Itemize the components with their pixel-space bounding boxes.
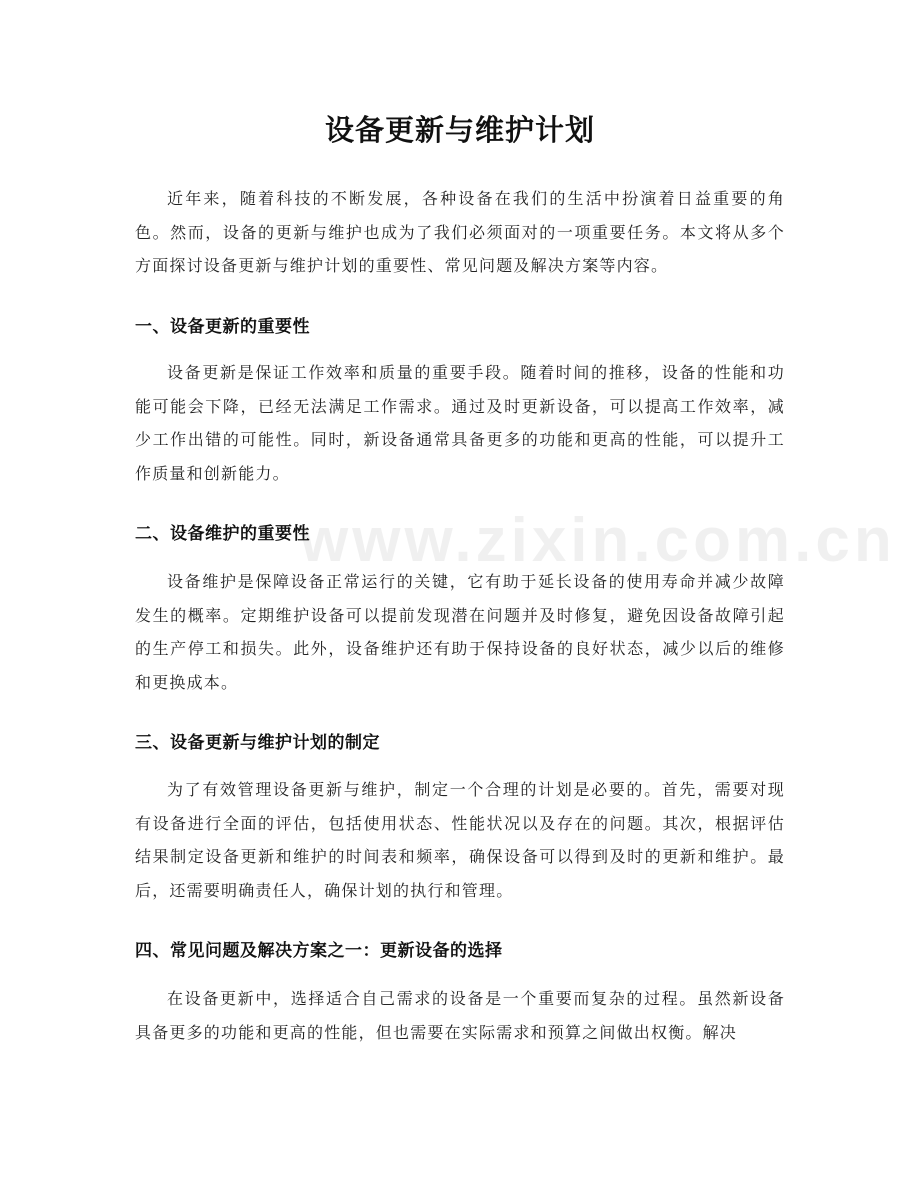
section-4-heading: 四、常见问题及解决方案之一：更新设备的选择	[135, 941, 503, 961]
section-2-heading: 二、设备维护的重要性	[135, 524, 310, 544]
document-title: 设备更新与维护计划	[324, 113, 595, 147]
section-3-heading: 三、设备更新与维护计划的制定	[135, 733, 380, 753]
intro-paragraph: 近年来，随着科技的不断发展，各种设备在我们的生活中扮演着日益重要的角色。然而，设备的更新与维护也成为了我们必须面对的一项重要任务。本文将从多个方面探讨设备更新与维护计划的重要性、常见问题及解决方案等内容。	[135, 189, 785, 275]
section-3-body: 为了有效管理设备更新与维护，制定一个合理的计划是必要的。首先，需要对现有设备进行全面的评估，包括使用状态、性能状况以及存在的问题。其次，根据评估结果制定设备更新和维护的时间表和频率，确保设备可以得到及时的更新和维护。最后，还需要明确责任人，确保计划的执行和管理。	[135, 780, 785, 900]
section-4-body: 在设备更新中，选择适合自己需求的设备是一个重要而复杂的过程。虽然新设备具备更多的功能和更高的性能，但也需要在实际需求和预算之间做出权衡。解决	[135, 989, 785, 1042]
section-2-body: 设备维护是保障设备正常运行的关键，它有助于延长设备的使用寿命并减少故障发生的概率。定期维护设备可以提前发现潜在问题并及时修复，避免因设备故障引起的生产停工和损失。此外，设备维护还有助于保持设备的良好状态，减少以后的维修和更换成本。	[135, 572, 785, 692]
watermark: www.zixin.com.cn	[300, 506, 896, 575]
section-1-heading: 一、设备更新的重要性	[135, 317, 310, 337]
section-1-body: 设备更新是保证工作效率和质量的重要手段。随着时间的推移，设备的性能和功能可能会下降，已经无法满足工作需求。通过及时更新设备，可以提高工作效率，减少工作出错的可能性。同时，新设备通常具备更多的功能和更高的性能，可以提升工作质量和创新能力。	[135, 363, 785, 483]
